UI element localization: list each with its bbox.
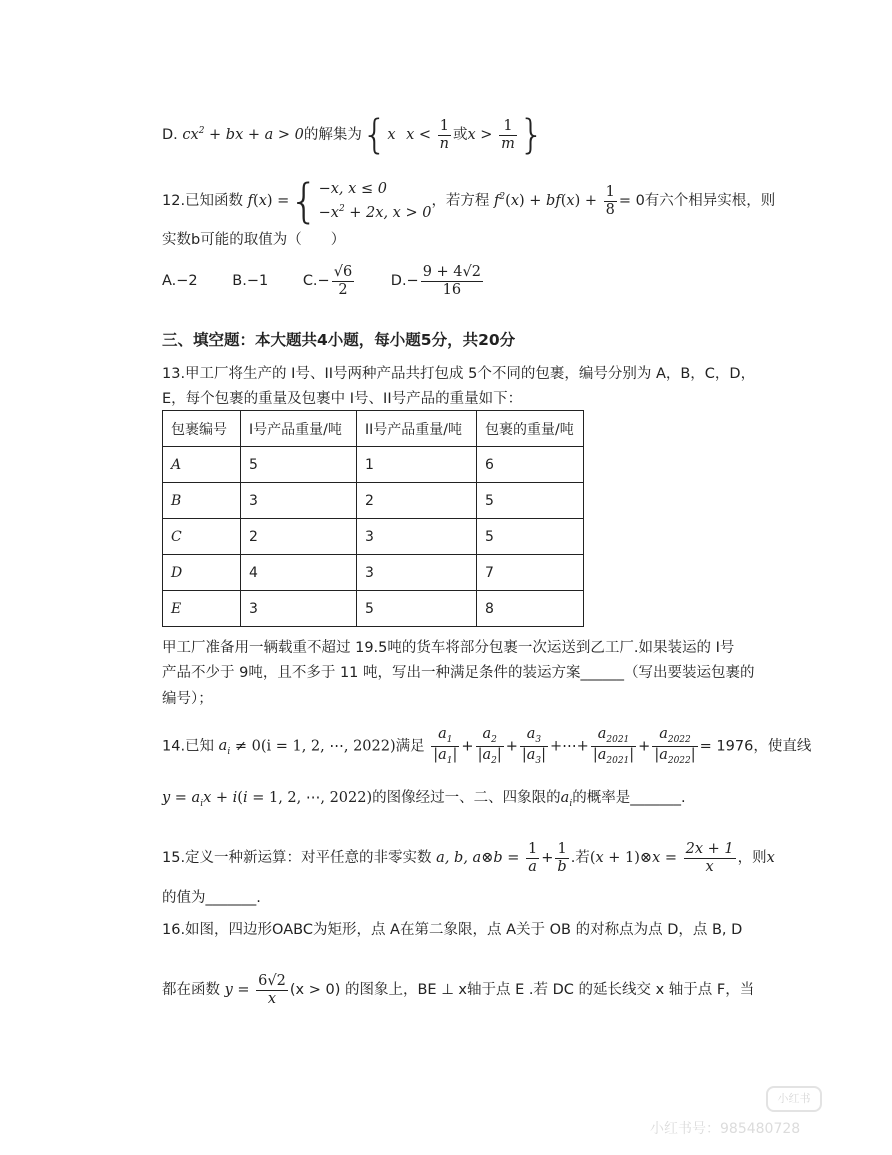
table-cell: B: [163, 483, 241, 519]
q12-option-d: D.− $\frac{9 + 4√2}{16}$: [390, 264, 482, 298]
right-brace-icon: }: [518, 112, 545, 158]
table-cell: E: [163, 591, 241, 627]
q12-line1: 12.已知函数 f(x) ={ −x, x ≤ 0 $-x^2 + 2x$, x > 0 ，若方程 $f^2(x) + bf(x)$ + $\frac{1}{8}$ = 0有六个相异实根，则: [162, 174, 776, 228]
q15-line1: 15.定义一种新运算：对平任意的非零实数 a, b, a⊗b = $\frac{1}{a}$ + $\frac{1}{b}$ .若(x + 1)⊗x = $\frac{2x + 1}{x}$ ，则x: [162, 841, 775, 875]
q14-line2: $y = a_ix + i(i = 1$, 2, ⋯, 2022)的图像经过一、二、四象限的$a_i$的概率是_______.: [162, 790, 686, 809]
table-cell: C: [163, 519, 241, 555]
q12-option-a: A.−2: [162, 273, 198, 289]
option-d-label: D.: [162, 127, 178, 143]
table-row: [163, 555, 584, 591]
table-cell: A: [163, 447, 241, 483]
package-table: [162, 410, 584, 627]
table-header: I号产品重量/吨: [241, 411, 357, 447]
q12-option-b: B.−1: [232, 273, 269, 289]
table-cell: 4: [241, 555, 357, 591]
table-header-row: [163, 411, 584, 447]
q12-options: [162, 265, 485, 297]
table-cell: 1: [357, 447, 477, 483]
section-title: 三、填空题：本大题共4小题，每小题5分，共20分: [162, 331, 516, 349]
q12-option-c: C.− $\frac{√6}{2}$: [302, 264, 353, 298]
q16-line1: 16.如图，四边形OABC为矩形，点 A在第二象限，点 A关于 OB 的对称点为点 D，点 B, D: [162, 922, 743, 938]
q12-prefix: 12.已知函数: [162, 193, 244, 209]
q11-option-d: D. $cx^2$ + bx + a > 0的解集为{x x < $\frac{1}{n}$ 或x > $\frac{1}{m}$ }: [162, 112, 545, 158]
table-cell: D: [163, 555, 241, 591]
table-row: [163, 519, 584, 555]
q13-after2: 产品不少于 9吨，且不多于 11 吨，写出一种满足条件的装运方案______（写出要装运包裹的: [162, 665, 755, 681]
frac-1-over-n: $\frac{1}{n}$: [439, 118, 450, 152]
q16-line2: 都在函数 y = $\frac{6√2}{x}$ (x > 0) 的图象上，BE ⊥ x轴于点 E .若 DC 的延长线交 x 轴于点 F，当: [162, 973, 755, 1007]
inequality-lhs: $cx^2$ + bx + a > 0: [182, 126, 304, 143]
table-header: II号产品重量/吨: [357, 411, 477, 447]
table-cell: 5: [357, 591, 477, 627]
table-cell: 3: [241, 483, 357, 519]
piecewise-cases: −x, x ≤ 0 $-x^2 + 2x$, x > 0: [318, 181, 432, 221]
table-cell: 6: [477, 447, 584, 483]
table-row: [163, 483, 584, 519]
table-row: [163, 447, 584, 483]
or-text: 或: [453, 127, 468, 143]
q13-after1: 甲工厂准备用一辆载重不超过 19.5吨的货车将部分包裹一次运送到乙工厂.如果装运的 I号: [162, 640, 735, 656]
table-cell: 2: [357, 483, 477, 519]
q15-line2: 的值为_______.: [162, 890, 261, 906]
table-cell: 3: [357, 519, 477, 555]
watermark-logo: 小红书: [766, 1086, 822, 1112]
piecewise-brace-icon: {: [289, 174, 319, 228]
solution-set-text: 的解集为: [303, 127, 362, 143]
table-cell: 5: [241, 447, 357, 483]
q12-tail: = 0有六个相异实根，则: [618, 193, 776, 209]
table-cell: 2: [241, 519, 357, 555]
q13-line1: 13.甲工厂将生产的 I号、II号两种产品共打包成 5个不同的包裹，编号分别为 A，B，C，D，: [162, 366, 756, 382]
table-cell: 3: [357, 555, 477, 591]
q12-line2: 实数b可能的取值为（ ）: [162, 232, 346, 248]
watermark-text: 小红书号：985480728: [650, 1121, 801, 1137]
q12-mid: ，若方程: [431, 193, 490, 209]
table-cell: 5: [477, 483, 584, 519]
left-brace-icon: {: [361, 112, 388, 158]
table-header: 包裹的重量/吨: [477, 411, 584, 447]
frac-1-over-m: $\frac{1}{m}$: [501, 118, 515, 152]
table-cell: 5: [477, 519, 584, 555]
table-cell: 3: [241, 591, 357, 627]
frac-1-over-8: $\frac{1}{8}$: [605, 184, 615, 218]
table-cell: 8: [477, 591, 584, 627]
table-row: [163, 591, 584, 627]
q13-line2: E，每个包裹的重量及包裹中 I号、II号产品的重量如下：: [162, 391, 523, 407]
q13-after3: 编号）；: [162, 691, 213, 707]
table-header: 包裹编号: [163, 411, 241, 447]
q14-line1: 14.已知 $a_i \ne 0(i = 1$, 2, ⋯, 2022)满足 $\frac{a_1}{|a_1|}$ + $\frac{a_2}{|a_2|}$ + $\frac{a_3}{|a_3|}$ +⋯+ $\frac{a_{2021}}{|a_{2021}|}$ + $\frac{a_{2022}}{|a_{2022}|}$ = 1976，使直线: [162, 726, 812, 766]
table-cell: 7: [477, 555, 584, 591]
